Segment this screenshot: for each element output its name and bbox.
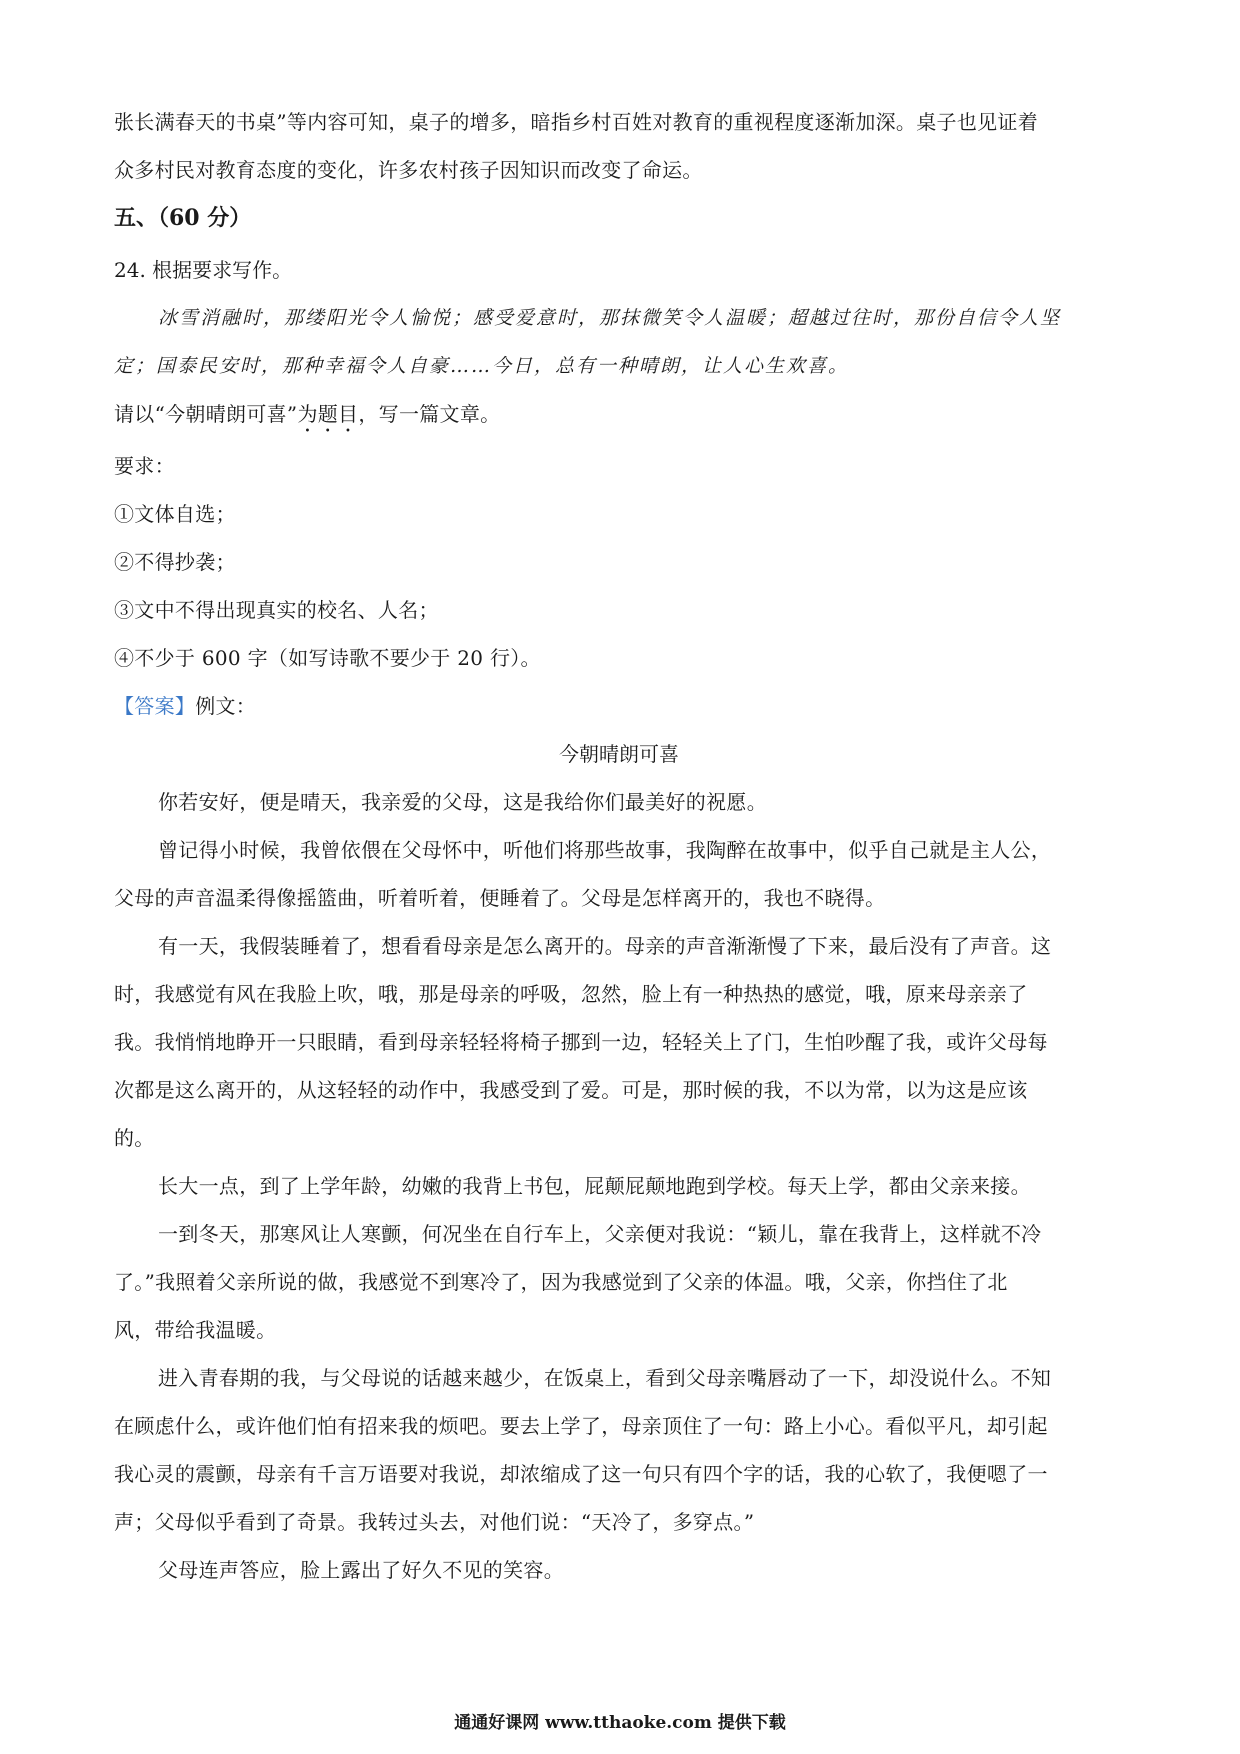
prompt-line-2: 定；国泰民安时，那种幸福令人自豪……今日，总有一种晴朗，让人心生欢喜。: [114, 355, 850, 377]
essay-line: 你若安好，便是晴天，我亲爱的父母，这是我给你们最美好的祝愿。: [158, 790, 767, 814]
answer-tag: 【答案】: [114, 694, 196, 718]
intro-line-1: 张长满春天的书桌”等内容可知，桌子的增多，暗指乡村百姓对教育的重视程度逐渐加深。桌子也见证着: [114, 110, 1039, 134]
requirement-item: ①文体自选；: [114, 502, 236, 526]
essay-line: 曾记得小时候，我曾依偎在父母怀中，听他们将那些故事，我陶醉在故事中，似乎自己就是主人公，: [158, 838, 1052, 862]
instruction-post: ，写一篇文章。: [358, 402, 501, 426]
document-page: [114, 98, 1124, 1594]
essay-title: 今朝晴朗可喜: [559, 742, 679, 766]
requirement-item: ③文中不得出现真实的校名、人名；: [114, 598, 439, 622]
essay-line: 一到冬天，那寒风让人寒颤，何况坐在自行车上，父亲便对我说：“颖儿，靠在我背上，这样就不冷: [158, 1222, 1042, 1246]
answer-label: 例文：: [195, 694, 257, 718]
essay-line: 我心灵的震颤，母亲有千言万语要对我说，却浓缩成了这一句只有四个字的话，我的心软了，我便嗯了一: [114, 1462, 1048, 1486]
requirements-label: 要求：: [114, 454, 175, 478]
requirement-item: ④不少于 600 字（如写诗歌不要少于 20 行）。: [114, 646, 541, 670]
section-heading: 五、（60 分）: [114, 205, 252, 231]
essay-line: 父母连声答应，脸上露出了好久不见的笑容。: [158, 1558, 564, 1582]
essay-line: 父母的声音温柔得像摇篮曲，听着听着，便睡着了。父母是怎样离开的，我也不晓得。: [114, 886, 886, 910]
essay-line: 长大一点，到了上学年龄，幼嫩的我背上书包，屁颠屁颠地跑到学校。每天上学，都由父亲来接。: [158, 1174, 1031, 1198]
essay-line: 进入青春期的我，与父母说的话越来越少，在饭桌上，看到父母亲嘴唇动了一下，却没说什么。不知: [158, 1366, 1052, 1390]
intro-line-2: 众多村民对教育态度的变化，许多农村孩子因知识而改变了命运。: [114, 158, 703, 182]
requirement-item: ②不得抄袭；: [114, 550, 236, 574]
instruction-line: [114, 390, 1124, 438]
essay-line: 声；父母似乎看到了奇景。我转过头去，对他们说：“天冷了，多穿点。”: [114, 1510, 755, 1534]
footer-source: 通通好课网 www.tthaoke.com 提供下载: [454, 1713, 786, 1733]
essay-line: 我。我悄悄地睁开一只眼睛，看到母亲轻轻将椅子挪到一边，轻轻关上了门，生怕吵醒了我，或许父母每: [114, 1030, 1048, 1054]
essay-line: 在顾虑什么，或许他们怕有招来我的烦吧。要去上学了，母亲顶住了一句：路上小心。看似平凡，却引起: [114, 1414, 1048, 1438]
instruction-emphasis: 为题目: [297, 402, 359, 426]
essay-line: 的。: [114, 1126, 155, 1150]
answer-line: [114, 682, 1124, 730]
essay-line: 有一天，我假装睡着了，想看看母亲是怎么离开的。母亲的声音渐渐慢了下来，最后没有了声音。这: [158, 934, 1052, 958]
essay-line: 了。”我照着父亲所说的做，我感觉不到寒冷了，因为我感觉到了父亲的体温。哦，父亲，你挡住了北: [114, 1270, 1008, 1294]
essay-line: 次都是这么离开的，从这轻轻的动作中，我感受到了爱。可是，那时候的我，不以为常，以为这是应该: [114, 1078, 1028, 1102]
prompt-line-1: 冰雪消融时，那缕阳光令人愉悦；感受爱意时，那抹微笑令人温暖；超越过往时，那份自信令人坚: [158, 307, 1062, 329]
question-label: 24. 根据要求写作。: [114, 258, 293, 282]
essay-line: 时，我感觉有风在我脸上吹，哦，那是母亲的呼吸，忽然，脸上有一种热热的感觉，哦，原来母亲亲了: [114, 982, 1028, 1006]
essay-line: 风，带给我温暖。: [114, 1318, 277, 1342]
instruction-pre: 请以“今朝晴朗可喜”: [114, 402, 298, 426]
